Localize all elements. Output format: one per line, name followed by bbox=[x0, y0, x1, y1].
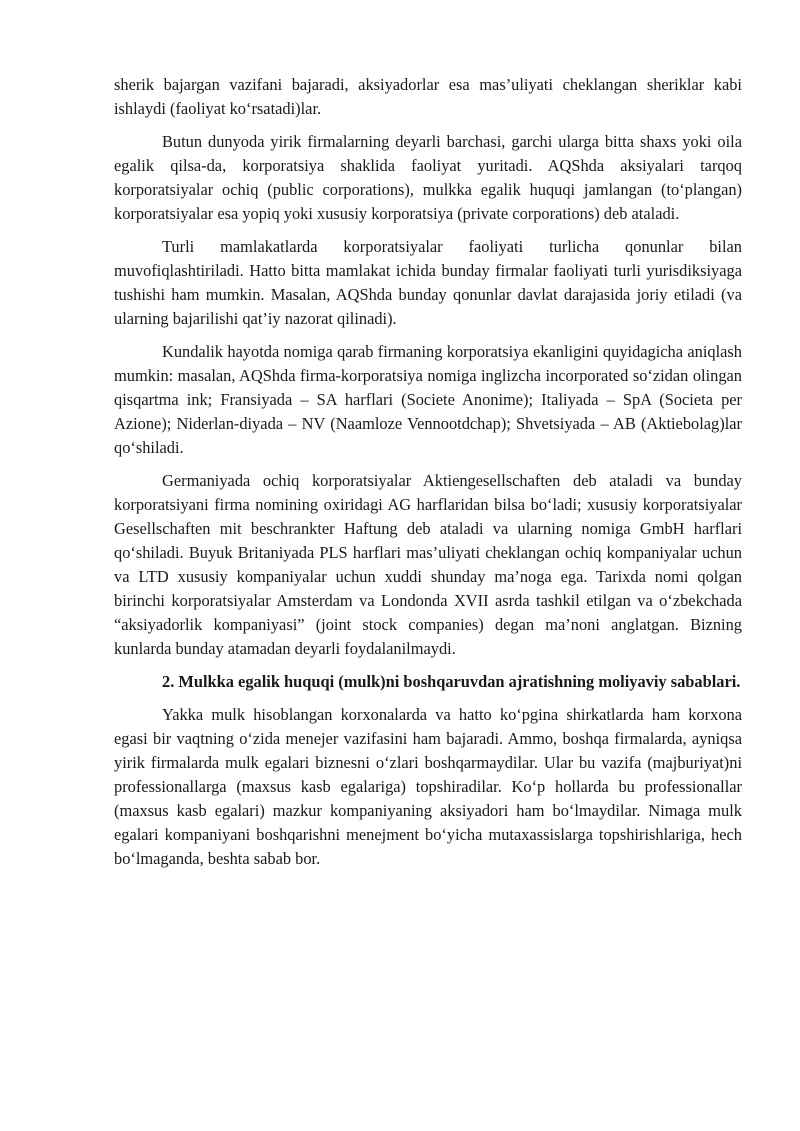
document-page bbox=[114, 73, 742, 880]
paragraph-germany: Germaniyada ochiq korporatsiyalar Aktiengesellschaften deb ataladi va bunday korporatsiyani firma nomining oxiridagi AG harflaridan bilsa bo‘ladi; xususiy korporatsiyalar Gesellschaften mit beschrankter Haftung deb ataladi va ularning nomiga GmbH harflari qo‘shiladi. Buyuk Britaniyada PLS harflari mas’uliyati cheklangan ochiq kompaniyalar uchun va LTD xususiy kompaniyalar uchun xuddi shunday ma’noga ega. Tarixda nomi qolgan birinchi korporatsiyalar Amsterdam va Londonda XVII asrda tashkil etilgan va o‘zbekchada “aksiyadorlik kompaniyasi” (joint stock companies) degan ma’noni anglatgan. Bizning kunlarda bunday atamadan deyarli foydalanilmaydi. bbox=[114, 471, 742, 658]
section-heading: 2. Mulkka egalik huquqi (mulk)ni boshqaruvdan ajratishning moliyaviy sabablari. bbox=[162, 672, 741, 691]
paragraph-naming: Kundalik hayotda nomiga qarab firmaning korporatsiya ekanligini quyidagicha aniqlash mumkin: masalan, AQShda firma-korporatsiya nomiga inglizcha incorporated so‘zidan olingan qisqartma ink; Fransiyada – SA harflari (Societe Anonime); Italiyada – SpA (Societa per Azione); Niderlan-diyada – NV (Naamloze Vennootdchap); Shvetsiyada – AB (Aktiebolag)lar qo‘shiladi. bbox=[114, 342, 742, 457]
paragraph-ownership: Yakka mulk hisoblangan korxonalarda va hatto ko‘pgina shirkatlarda ham korxona egasi bir vaqtning o‘zida menejer vazifasini ham bajaradi. Ammo, boshqa firmalarda, ayniqsa yirik firmalarda mulk egalari biznesni o‘zlari boshqarmaydilar. Ular bu vazifa (majburiyat)ni professionallarga (maxsus kasb egalariga) topshiradilar. Ko‘p hollarda bu professionallar (maxsus kasb egalari) mazkur kompaniyaning aksiyadori ham bo‘lmaydilar. Nimaga mulk egalari kompaniyani boshqarishni menejment bo‘yicha mutaxassislarga topshirishlariga, hech bo‘lmaganda, beshta sabab bor. bbox=[114, 705, 742, 868]
paragraph-laws: Turli mamlakatlarda korporatsiyalar faoliyati turlicha qonunlar bilan muvofiqlashtiriladi. Hatto bitta mamlakat ichida bunday firmalar faoliyati turli yurisdiksiyaga tushishi ham mumkin. Masalan, AQShda bunday qonunlar davlat darajasida joriy etiladi (va ularning bajarilishi qat’iy nazorat qilinadi). bbox=[114, 237, 742, 328]
paragraph-large-firms: Butun dunyoda yirik firmalarning deyarli barchasi, garchi ularga bitta shaxs yoki oila egalik qilsa-da, korporatsiya shaklida faoliyat yuritadi. AQShda aksiyalari tarqoq korporatsiyalar ochiq (public corporations), mulkka egalik huquqi jamlangan (to‘plangan) korporatsiyalar esa yopiq yoki xususiy korporatsiya (private corporations) deb ataladi. bbox=[114, 132, 742, 223]
paragraph-continuation: sherik bajargan vazifani bajaradi, aksiyadorlar esa mas’uliyati cheklangan sheriklar kabi ishlaydi (faoliyat ko‘rsatadi)lar. bbox=[114, 75, 742, 118]
